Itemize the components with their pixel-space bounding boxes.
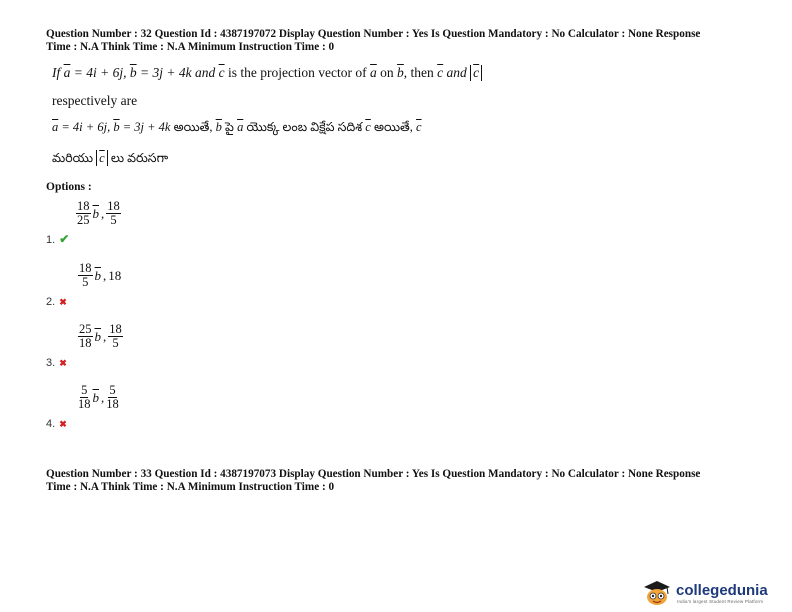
te-vector-c-magnitude: $\overline{c}$ [99,151,105,165]
vector-a-value: = 4i + 6j, [70,65,130,80]
option-2-vector-b: $\overline{b}$ [94,267,101,283]
te-vector-b-value: = 3j + 4k [119,120,171,134]
vector-c-magnitude: $\overline{c}$ [473,65,480,80]
logo-tagline: India's largest Student Review Platform [677,599,764,604]
option-4-fraction-2: $\frac{5}{18}$ [106,383,119,411]
te-vector-a: $\overline{a}$ [52,120,59,134]
question-text-english [52,65,482,81]
option-1[interactable] [46,200,246,246]
vector-a-ref: $\overline{a}$ [370,65,377,80]
wrong-cross-icon: ✖ [59,297,67,307]
options-label: Options : [46,181,92,193]
option-3-fraction-2: $\frac{18}{5}$ [109,322,122,350]
vector-b: $\overline{b}$ [129,65,137,80]
option-3-expression: $\frac{25}{18}$ $\overline{b}$ , $\frac{18}{5}$ [79,322,122,350]
te-vector-a-value: = 4i + 6j, [58,120,114,134]
q-word-if: If [52,65,61,80]
question-32-header-line1: Question Number : 32 Question Id : 4387197072 Display Question Number : Yes Is Question Mandatory : No Calculator : None Response [46,28,701,40]
logo-wordmark: collegedunia [676,582,768,599]
te-word-pai: పై [225,120,234,134]
question-text-telugu-line2 [52,150,168,169]
option-2-fraction-1: $\frac{18}{5}$ [79,261,92,289]
vector-c-ref: $\overline{c}$ [437,65,444,80]
option-1-vector-b: $\overline{b}$ [92,205,99,221]
correct-check-icon: ✔ [59,232,70,246]
collegedunia-logo [640,580,780,606]
question-32-header [46,28,700,54]
option-4[interactable] [46,384,246,430]
wrong-cross-icon: ✖ [59,419,67,429]
option-1-fraction-1: $\frac{18}{25}$ [77,199,90,227]
te-word-ayite-2: అయితే, [373,120,413,134]
question-33-header-line1: Question Number : 33 Question Id : 4387197073 Display Question Number : Yes Is Question Mandatory : No Calculator : None Response [46,468,701,480]
vector-c: $\overline{c}$ [218,65,225,80]
option-3[interactable] [46,323,246,369]
option-3-number: 3. [46,357,56,369]
option-2-scalar: 18 [108,267,122,283]
option-4-vector-b: $\overline{b}$ [92,389,99,405]
te-vector-c: $\overline{c}$ [365,120,371,134]
te-vector-c-ref: $\overline{c}$ [416,120,422,134]
option-2-expression: $\frac{18}{5}$ $\overline{b}$ , 18 [79,261,122,289]
option-1-expression: $\frac{18}{25}$ $\overline{b}$ , $\frac{18}{5}$ [77,199,120,227]
te-word-mariyu: మరియు [52,151,94,165]
te-vector-b-ref: $\overline{b}$ [215,120,222,134]
mascot-icon [640,580,674,606]
q-word-and: and [194,65,216,80]
option-3-fraction-1: $\frac{25}{18}$ [79,322,92,350]
option-4-expression: $\frac{5}{18}$ $\overline{b}$ , $\frac{5}{18}$ [78,383,119,411]
wrong-cross-icon: ✖ [59,358,67,368]
te-word-yokka: యొక్క [246,120,280,134]
question-text-telugu [52,120,422,138]
vector-b-ref: $\overline{b}$ [397,65,404,80]
option-3-vector-b: $\overline{b}$ [94,328,101,344]
option-4-fraction-1: $\frac{5}{18}$ [78,383,91,411]
option-2[interactable] [46,262,246,308]
q-phrase-projection: is the projection vector of [227,65,367,80]
option-4-number: 4. [46,418,56,430]
option-2-number: 2. [46,296,56,308]
te-vector-a-ref: $\overline{a}$ [237,120,244,134]
option-1-number: 1. [46,234,56,246]
te-word-ayite: అయితే, [173,120,213,134]
q-word-and-2: and [446,65,467,80]
vector-b-value: = 3j + 4k [136,65,192,80]
te-phrase-projection: లంబ విక్షేప సదిశ [282,120,363,134]
te-vector-b: $\overline{b}$ [113,120,120,134]
vector-a: $\overline{a}$ [63,65,71,80]
question-33-header-line2: Time : N.A Think Time : N.A Minimum Instruction Time : 0 [46,481,335,493]
question-text-english-line2: respectively are [52,93,138,108]
question-32-header-line2: Time : N.A Think Time : N.A Minimum Instruction Time : 0 [46,41,335,53]
q-word-then: , then [403,65,434,80]
te-word-lu-varusaga: లు వరుసగా [110,151,169,165]
q-word-on: on [380,65,394,80]
option-1-fraction-2: $\frac{18}{5}$ [107,199,120,227]
question-33-header [46,468,700,494]
